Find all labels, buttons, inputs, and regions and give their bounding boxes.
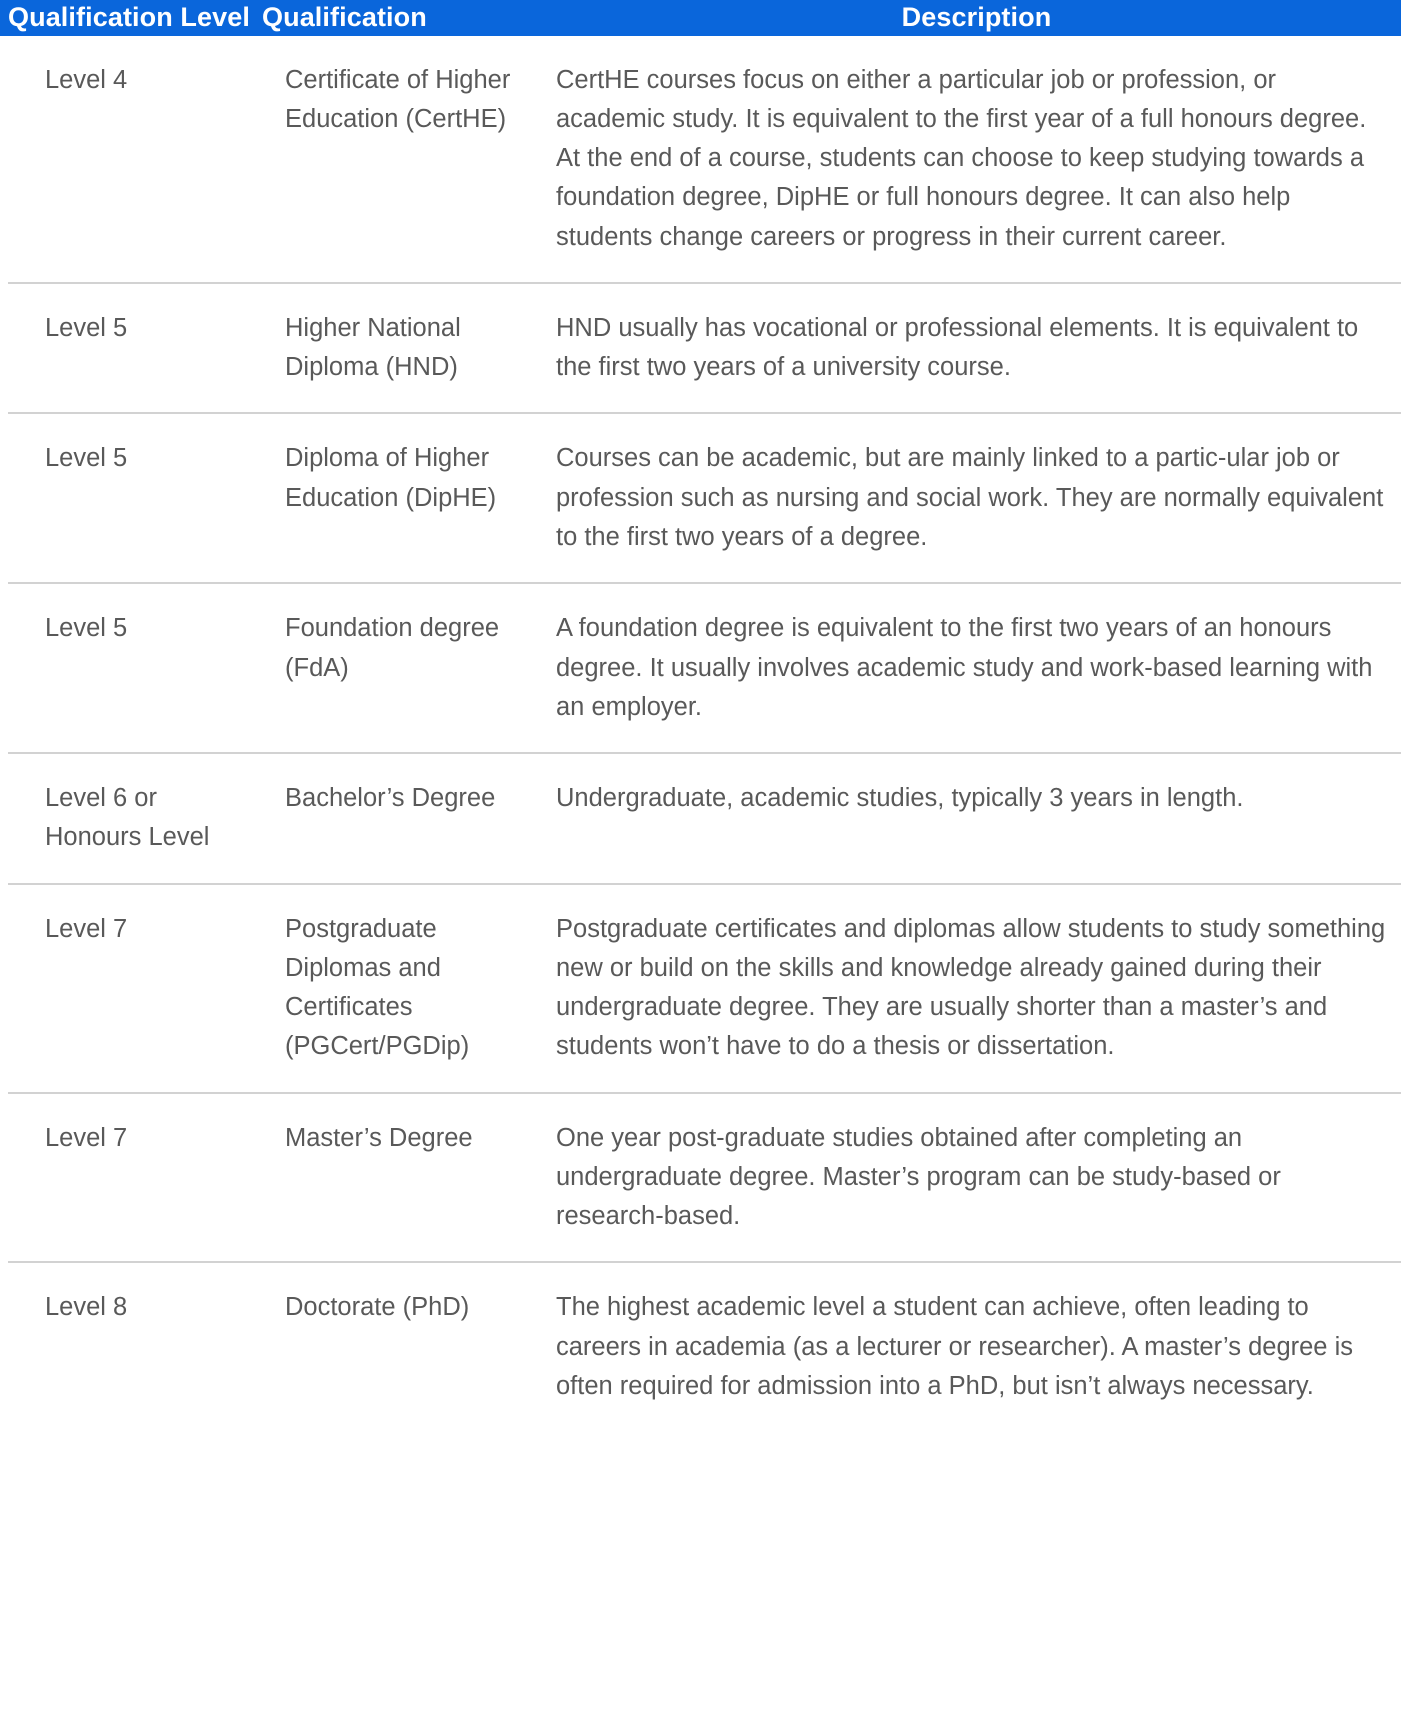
table-row	[0, 36, 1401, 283]
column-header-qualification-level: Qualification Level	[8, 2, 250, 32]
table-row	[0, 583, 1401, 753]
cell-qualification-level: Level 5	[8, 583, 262, 753]
row-edge-left	[0, 1093, 8, 1263]
table-body	[0, 36, 1401, 1432]
cell-qualification-level: Level 5	[8, 413, 262, 583]
cell-qualification-level: Level 8	[8, 1262, 262, 1431]
row-edge-left	[0, 583, 8, 753]
row-edge-left	[0, 413, 8, 583]
cell-description: One year post-graduate studies obtained after completing an undergraduate degree. Master’s program can be study-based or research-based.	[544, 1093, 1401, 1263]
cell-description: A foundation degree is equivalent to the first two years of an honours degree. It usually involves academic study and work-based learning with an employer.	[544, 583, 1401, 753]
row-edge-left	[0, 884, 8, 1093]
cell-description: HND usually has vocational or professional elements. It is equivalent to the first two years of a university course.	[544, 283, 1401, 414]
cell-qualification: Diploma of Higher Education (DipHE)	[262, 413, 544, 583]
table-row	[0, 1093, 1401, 1263]
cell-qualification-level: Level 5	[8, 283, 262, 414]
header-edge-left	[0, 0, 8, 36]
cell-qualification: Higher National Diploma (HND)	[262, 283, 544, 414]
cell-description: Postgraduate certificates and diplomas allow students to study something new or build on the skills and knowledge already gained during their undergraduate degree. They are usually shorter than a master’s and students won’t have to do a thesis or dissertation.	[544, 884, 1401, 1093]
cell-qualification-level: Level 7	[8, 884, 262, 1093]
cell-qualification: Postgraduate Diplomas and Certificates (PGCert/PGDip)	[262, 884, 544, 1093]
cell-qualification-level: Level 4	[8, 36, 262, 283]
cell-description: The highest academic level a student can achieve, often leading to careers in academia (as a lecturer or researcher). A master’s degree is often required for admission into a PhD, but isn’t always necessary.	[544, 1262, 1401, 1431]
row-edge-left	[0, 1262, 8, 1431]
cell-description: Undergraduate, academic studies, typically 3 years in length.	[544, 753, 1401, 884]
row-edge-left	[0, 283, 8, 414]
row-edge-left	[0, 753, 8, 884]
table-header	[0, 0, 1401, 36]
cell-qualification: Master’s Degree	[262, 1093, 544, 1263]
table-row	[0, 753, 1401, 884]
cell-qualification: Doctorate (PhD)	[262, 1262, 544, 1431]
cell-qualification: Bachelor’s Degree	[262, 753, 544, 884]
cell-qualification-level: Level 7	[8, 1093, 262, 1263]
table-row	[0, 1262, 1401, 1431]
cell-qualification: Certificate of Higher Education (CertHE)	[262, 36, 544, 283]
row-edge-left	[0, 36, 8, 283]
cell-description: CertHE courses focus on either a particular job or profession, or academic study. It is equivalent to the first year of a full honours degree. At the end of a course, students can choose to keep studying towards a foundation degree, DipHE or full honours degree. It can also help students change careers or progress in their current career.	[544, 36, 1401, 283]
table-row	[0, 283, 1401, 414]
table-header-row	[0, 0, 1401, 36]
cell-description: Courses can be academic, but are mainly linked to a partic-ular job or profession such as nursing and social work. They are normally equivalent to the first two years of a degree.	[544, 413, 1401, 583]
table-row	[0, 884, 1401, 1093]
column-header-qualification: Qualification	[262, 2, 427, 32]
table-row	[0, 413, 1401, 583]
cell-qualification-level: Level 6 or Honours Level	[8, 753, 262, 884]
column-header-description: Description	[901, 2, 1052, 32]
cell-qualification: Foundation degree (FdA)	[262, 583, 544, 753]
